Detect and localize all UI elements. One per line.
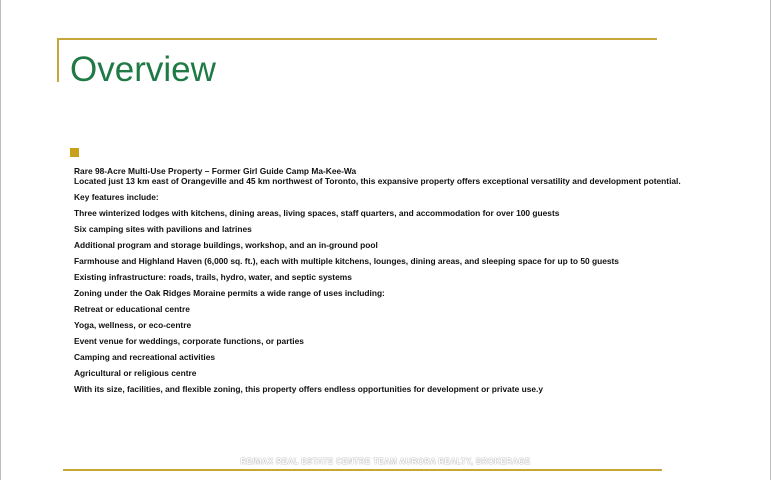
page-edge-left xyxy=(0,0,1,480)
paragraph-event-venue: Event venue for weddings, corporate functions, or parties xyxy=(74,336,304,346)
paragraph-closing: With its size, facilities, and flexible zoning, this property offers endless opportunities for development or private use.y xyxy=(74,384,544,394)
paragraph-yoga: Yoga, wellness, or eco-centre xyxy=(74,320,192,330)
bullet-square-icon xyxy=(70,148,79,157)
slide-body xyxy=(74,166,714,394)
paragraph-retreat: Retreat or educational centre xyxy=(74,304,190,314)
paragraph-key-features: Key features include: xyxy=(74,192,159,202)
paragraph-agricultural: Agricultural or religious centre xyxy=(74,368,197,378)
paragraph-camping-activities: Camping and recreational activities xyxy=(74,352,216,362)
footer-brokerage: RE/MAX REAL ESTATE CENTRE TEAM AURORA REALTY, BROKERAGE xyxy=(240,457,531,466)
lead-line-1: Rare 98-Acre Multi-Use Property – Former Girl Guide Camp Ma-Kee-Wa xyxy=(74,166,357,176)
paragraph-farmhouse: Farmhouse and Highland Haven (6,000 sq. ft.), each with multiple kitchens, lounges, dining areas, and sleeping space for up to 50 guests xyxy=(74,256,619,266)
top-rule xyxy=(57,38,657,40)
paragraph-program-buildings: Additional program and storage buildings, workshop, and an in-ground pool xyxy=(74,240,378,250)
paragraph-lodges: Three winterized lodges with kitchens, dining areas, living spaces, staff quarters, and accommodation for over 100 guests xyxy=(74,208,560,218)
paragraph-camping-sites: Six camping sites with pavilions and latrines xyxy=(74,224,252,234)
title-accent-bar xyxy=(57,38,59,82)
bottom-rule xyxy=(63,469,662,471)
slide-title: Overview xyxy=(70,50,216,89)
paragraph-zoning: Zoning under the Oak Ridges Moraine permits a wide range of uses including: xyxy=(74,288,385,298)
lead-line-2: Located just 13 km east of Orangeville and 45 km northwest of Toronto, this expansive property offers exceptional versatility and development potential. xyxy=(74,176,681,186)
paragraph-infrastructure: Existing infrastructure: roads, trails, hydro, water, and septic systems xyxy=(74,272,352,282)
